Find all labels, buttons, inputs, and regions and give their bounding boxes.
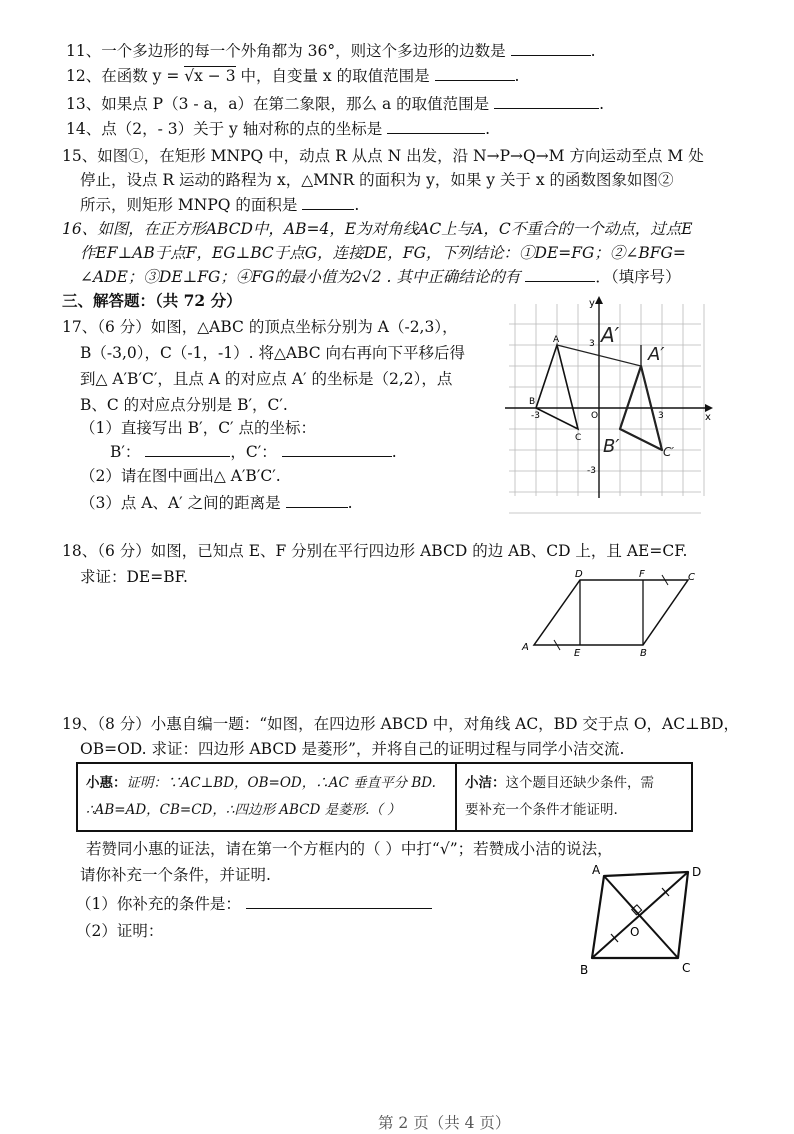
section3-title: 三、解答题：（共 72 分）: [62, 291, 242, 310]
q17-handwritten-a1: A′: [601, 323, 620, 347]
q18-parallelogram-figure: [518, 570, 708, 660]
q15-line3-text: 所示，则矩形 MNPQ 的面积是: [80, 196, 298, 214]
q11: 11、一个多边形的每一个外角都为 36°，则这个多边形的边数是 .: [66, 42, 596, 60]
q12: 12、在函数 y = √x − 3 中，自变量 x 的取值范围是 .: [66, 67, 520, 85]
q17-sub3: （3）点 A、A′ 之间的距离是 .: [80, 494, 353, 512]
q17-sub3-text: （3）点 A、A′ 之间的距离是: [80, 494, 281, 512]
q19-diagonal-ac: [604, 876, 678, 958]
q17-origin-label: O: [591, 411, 599, 421]
q17-b-blank[interactable]: [145, 442, 230, 457]
q19-left-line1: [86, 770, 436, 796]
q18-line1: 18、（6 分）如图，已知点 E、F 分别在平行四边形 ABCD 的边 AB、CD 上，且 AE=CF.: [62, 542, 688, 560]
q17-tick-x3: 3: [658, 411, 664, 421]
q17-tick-xneg3: -3: [531, 411, 540, 421]
q15-line1: 15、如图①，在矩形 MNPQ 中，动点 R 从点 N 出发，沿 N→P→Q→M 方向运动至点 M 处: [62, 147, 704, 165]
q18-parallelogram: [534, 580, 688, 645]
q12-blank[interactable]: [435, 66, 515, 81]
q19-right-line1: [465, 770, 654, 796]
q17-answer-row: B′： ，C′： .: [110, 443, 397, 461]
q14-text: 14、点（2，- 3）关于 y 轴对称的点的坐标是: [66, 120, 383, 138]
q19-right-name: 小洁：: [465, 775, 506, 791]
q19-label-a: A: [592, 863, 601, 877]
q19-line2: OB=OD. 求证：四边形 ABCD 是菱形”，并将自己的证明过程与同学小洁交流.: [80, 740, 625, 758]
q11-blank[interactable]: [511, 41, 591, 56]
q11-text: 11、一个多边形的每一个外角都为 36°，则这个多边形的边数是: [66, 42, 506, 60]
q19-right-l1: 这个题目还缺少条件，需: [505, 775, 654, 791]
q18-label-f: F: [639, 569, 645, 580]
q19-left-l2[interactable]: ∴AB=AD，CB=CD，∴四边形 ABCD 是菱形.（ ）: [86, 802, 401, 818]
q18-line2: 求证：DE=BF.: [80, 568, 188, 586]
q19-line1: 19、（8 分）小惠自编一题：“如图，在四边形 ABCD 中，对角线 AC，BD 交于点 O，AC⊥BD，: [62, 715, 740, 733]
q19-box-divider: [455, 764, 457, 830]
q17-x-label: x: [705, 412, 711, 423]
q17-line4: B、C 的对应点分别是 B′，C′.: [80, 396, 288, 414]
q13-blank[interactable]: [494, 94, 599, 109]
q18-label-e: E: [574, 648, 581, 659]
q19-after2: 请你补充一个条件，并证明.: [80, 866, 271, 884]
q19-part1: [76, 893, 432, 915]
q17-line1: 17、（6 分）如图，△ABC 的顶点坐标分别为 A（-2,3），: [62, 318, 458, 336]
q19-right-l2: 要补充一个条件才能证明.: [465, 802, 618, 818]
q17-x-arrow: [705, 404, 713, 412]
q17-line2: B（-3,0），C（-1，-1）. 将△ABC 向右再向下平移后得: [80, 344, 466, 362]
q14: 14、点（2，- 3）关于 y 轴对称的点的坐标是 .: [66, 120, 491, 138]
q17-tick-y3: 3: [589, 339, 595, 349]
q19-label-o: O: [630, 925, 640, 939]
q17-c-label: ，C′：: [230, 443, 277, 461]
q17-b-label: B′：: [110, 443, 141, 461]
q17-sub2: （2）请在图中画出△ A′B′C′.: [80, 467, 281, 485]
q16-line3: [80, 266, 681, 288]
q17-handwritten-c1: C′: [663, 445, 675, 459]
q16-line3b: ．（填序号）: [595, 268, 681, 286]
q14-blank[interactable]: [387, 119, 485, 134]
q17-sub1: （1）直接写出 B′，C′ 点的坐标：: [80, 419, 317, 437]
page-footer: 第 2 页（共 4 页）: [378, 1114, 511, 1132]
q19-part1-blank[interactable]: [246, 894, 432, 909]
q13-text: 13、如果点 P（3 - a，a）在第二象限，那么 a 的取值范围是: [66, 95, 490, 113]
q17-label-a: A: [553, 335, 560, 345]
q19-after1: 若赞同小惠的证法，请在第一个方框内的（ ）中打“√”；若赞成小洁的说法，: [86, 840, 613, 858]
q12-post: 中，自变量 x 的取值范围是: [235, 67, 430, 85]
q17-line3: 到△ A′B′C′，且点 A 的对应点 A′ 的坐标是（2,2），点: [80, 370, 453, 388]
q19-left-name: 小惠：: [86, 775, 127, 791]
q16-line2: 作EF⊥AB于点F，EG⊥BC于点G，连接DE，FG，下列结论：①DE=FG；②∠BFG=: [80, 244, 686, 262]
q19-diagonal-bd: [592, 872, 688, 958]
q16-line1: 16、如图，在正方形ABCD中，AB=4，E为对角线AC上与A，C不重合的一个动点，过点E: [62, 220, 693, 238]
q15-line3: 所示，则矩形 MNPQ 的面积是 .: [80, 196, 360, 214]
q12-pre: 12、在函数 y =: [66, 67, 185, 85]
q19-label-c: C: [682, 961, 691, 975]
q19-quadrilateral-figure: [578, 862, 708, 982]
q18-label-a: A: [522, 642, 529, 653]
q17-handwritten-b1: B′: [603, 436, 620, 457]
q18-label-c: C: [688, 572, 695, 583]
q17-y-arrow: [595, 296, 603, 304]
q19-label-d: D: [692, 865, 702, 879]
q15-blank[interactable]: [302, 195, 354, 210]
q19-part2: （2）证明：: [76, 922, 164, 940]
q17-tick-yneg3: -3: [587, 466, 596, 476]
q17-sub3-blank[interactable]: [286, 493, 348, 508]
q19-part1-text: （1）你补充的条件是：: [76, 895, 241, 913]
q18-label-b: B: [640, 648, 647, 659]
q19-label-b: B: [580, 963, 589, 977]
q18-label-d: D: [575, 569, 583, 580]
q17-y-label: y: [589, 298, 595, 309]
q13: 13、如果点 P（3 - a，a）在第二象限，那么 a 的取值范围是 .: [66, 95, 604, 113]
q12-radical: √x − 3: [184, 67, 236, 85]
q16-blank[interactable]: [525, 267, 595, 282]
q17-label-b: B: [529, 397, 536, 407]
q17-handwritten-a1-corner: A′: [648, 344, 665, 365]
q15-line2: 停止，设点 R 运动的路程为 x，△MNR 的面积为 y，如果 y 关于 x 的函数图象如图②: [80, 171, 674, 189]
q16-line3a: ∠ADE；③DE⊥FG；④FG的最小值为2√2 . 其中正确结论的有: [80, 268, 521, 286]
q17-c-blank[interactable]: [282, 442, 392, 457]
q17-label-c: C: [575, 433, 582, 443]
q17-coordinate-grid[interactable]: [505, 300, 715, 500]
q19-left-l1: 证明：∵AC⊥BD，OB=OD，∴AC 垂直平分 BD.: [126, 775, 436, 791]
q19-dialog-box: [76, 762, 693, 832]
